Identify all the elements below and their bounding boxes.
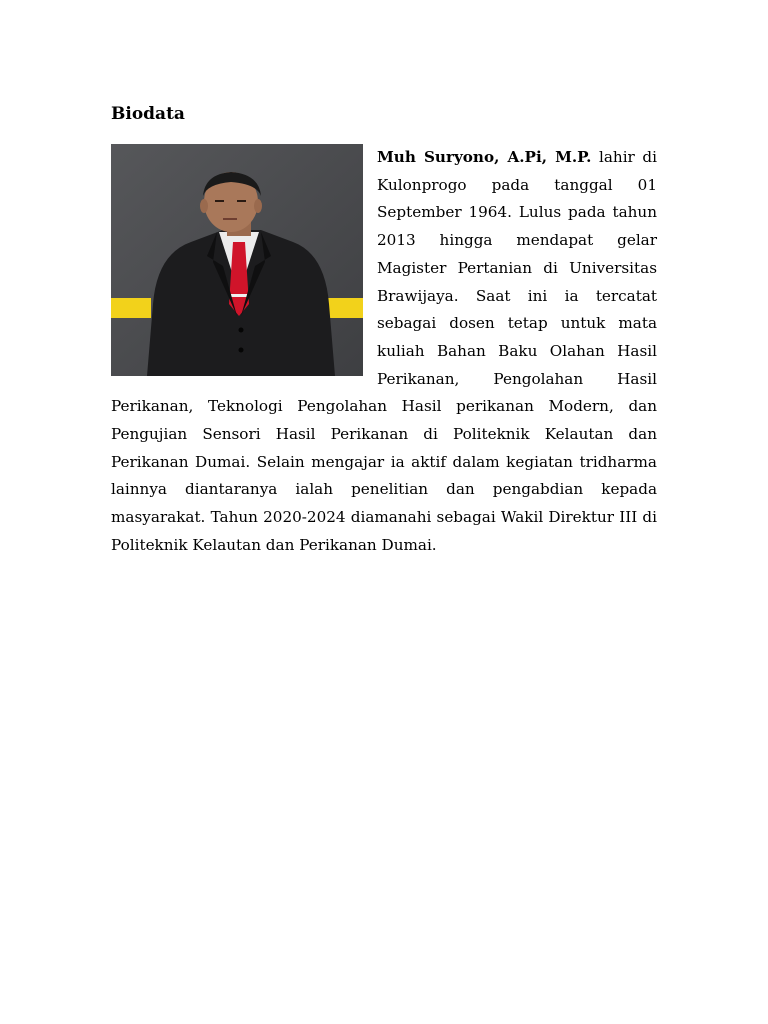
person-name: Muh Suryono, A.Pi, M.P.: [377, 148, 592, 166]
tie-clip: [231, 294, 247, 297]
page-title: Biodata: [111, 104, 185, 124]
left-yellow-stripe: [111, 298, 151, 318]
suit-button: [239, 328, 244, 333]
portrait-photo: [111, 144, 363, 376]
biography-paragraph: [111, 144, 657, 560]
right-eye: [237, 200, 246, 202]
left-eye: [215, 200, 224, 202]
biography-text: lahir di Kulonprogo pada tanggal 01 September 1964. Lulus pada tahun 2013 hingga mendapat gelar Magister Pertanian di Universitas Brawijaya. Saat ini ia tercatat sebagai dosen tetap untuk mata kuliah Bahan Baku Olahan Hasil Perikanan, Pengolahan Hasil Perikanan, Teknologi Pengolahan Hasil perikanan Modern, dan Pengujian Sensori Hasil Perikanan di Politeknik Kelautan dan Perikanan Dumai. Selain mengajar ia aktif dalam kegiatan tridharma lainnya diantaranya ialah penelitian dan pengabdian kepada masyarakat. Tahun 2020-2024 diamanahi sebagai Wakil Direktur III di Politeknik Kelautan dan Perikanan Dumai.: [111, 148, 658, 554]
suit-button: [239, 348, 244, 353]
right-ear: [254, 199, 262, 213]
biodata-section: [111, 100, 657, 560]
left-ear: [200, 199, 208, 213]
mouth: [223, 218, 237, 220]
right-yellow-stripe: [326, 298, 363, 318]
portrait-illustration: [111, 144, 363, 376]
